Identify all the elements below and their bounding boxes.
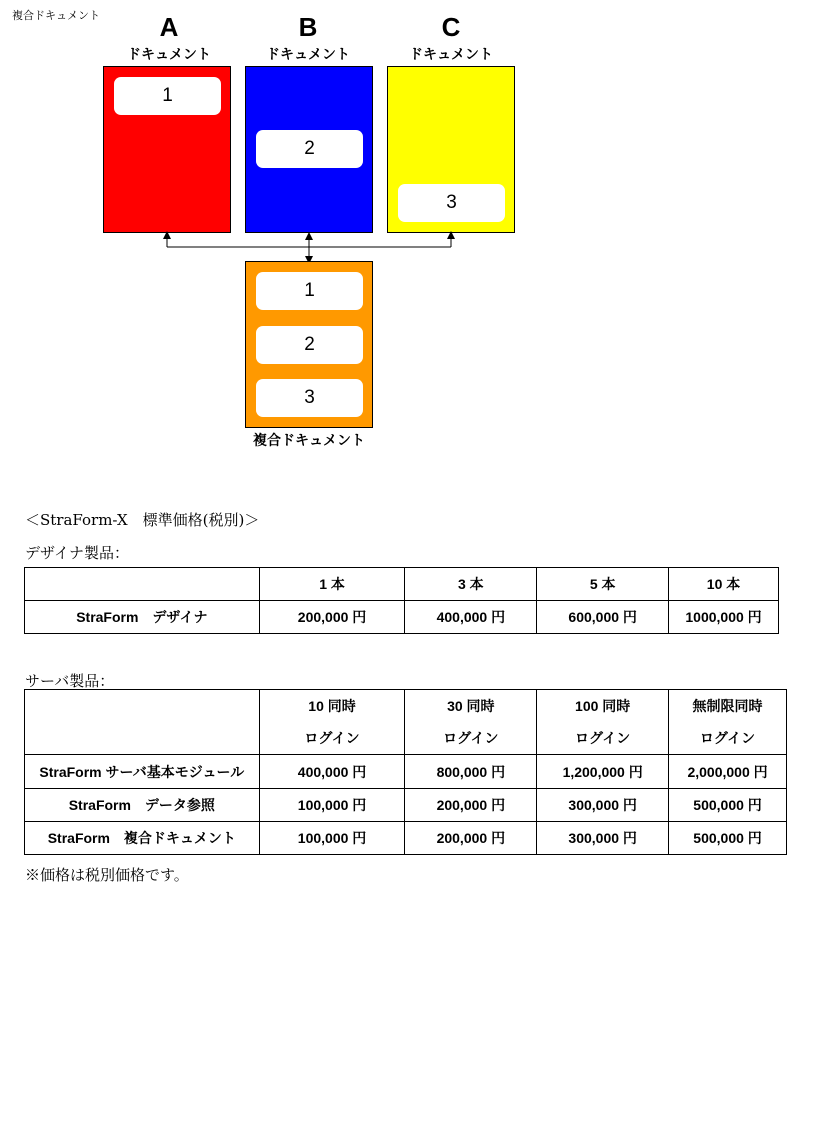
table-header-cell: 10 同時	[259, 690, 405, 722]
designer-price-table	[24, 567, 779, 634]
table-header-cell: 100 同時	[537, 690, 669, 722]
doc-b-chip: 2	[256, 130, 363, 168]
doc-b-letter: B	[298, 12, 318, 42]
product-name-cell: StraForm データ参照	[25, 789, 260, 822]
price-cell: 1,200,000 円	[537, 755, 669, 789]
price-cell: 400,000 円	[259, 755, 405, 789]
price-cell: 500,000 円	[669, 822, 787, 855]
price-cell: 300,000 円	[537, 789, 669, 822]
table-row	[25, 822, 787, 855]
table-header-cell	[25, 690, 260, 755]
price-cell: 1000,000 円	[669, 601, 779, 634]
price-cell: 400,000 円	[405, 601, 537, 634]
composite-chip-1: 1	[256, 272, 363, 310]
price-cell: 200,000 円	[405, 789, 537, 822]
price-cell: 500,000 円	[669, 789, 787, 822]
price-cell: 2,000,000 円	[669, 755, 787, 789]
doc-a-chip: 1	[114, 77, 221, 115]
table-row	[25, 789, 787, 822]
price-cell: 600,000 円	[537, 601, 669, 634]
price-cell: 800,000 円	[405, 755, 537, 789]
designer-header-row	[25, 568, 779, 601]
page-title: 複合ドキュメント	[12, 9, 100, 22]
designer-heading: デザイナ製品：	[25, 544, 129, 562]
price-cell: 200,000 円	[259, 601, 405, 634]
merge-arrows	[0, 0, 827, 300]
doc-b-label: ドキュメント	[266, 47, 350, 63]
composite-label: 複合ドキュメント	[253, 433, 365, 449]
table-header-cell: 無制限同時	[669, 690, 787, 722]
table-header-cell: ログイン	[405, 722, 537, 755]
doc-c-chip: 3	[398, 184, 505, 222]
tax-note: ※価格は税別価格です。	[25, 866, 189, 884]
doc-c-label: ドキュメント	[409, 47, 493, 63]
server-price-table	[24, 689, 787, 855]
composite-chip-2: 2	[256, 326, 363, 364]
table-header-cell: 10 本	[669, 568, 779, 601]
table-row	[25, 601, 779, 634]
server-header-row-1	[25, 690, 787, 722]
price-cell: 300,000 円	[537, 822, 669, 855]
product-name-cell: StraForm サーバ基本モジュール	[25, 755, 260, 789]
server-heading: サーバ製品：	[25, 672, 115, 690]
table-row	[25, 755, 787, 789]
doc-c-letter: C	[441, 12, 461, 42]
doc-a-label: ドキュメント	[127, 47, 211, 63]
table-header-cell	[25, 568, 260, 601]
product-name-cell: StraForm 複合ドキュメント	[25, 822, 260, 855]
composite-chip-3: 3	[256, 379, 363, 417]
pricing-title: ＜StraForm-X 標準価格(税別)＞	[25, 511, 260, 529]
table-header-cell: ログイン	[537, 722, 669, 755]
doc-a-letter: A	[159, 12, 179, 42]
price-cell: 100,000 円	[259, 789, 405, 822]
table-header-cell: 5 本	[537, 568, 669, 601]
table-header-cell: 30 同時	[405, 690, 537, 722]
table-header-cell: 3 本	[405, 568, 537, 601]
product-name-cell: StraForm デザイナ	[25, 601, 260, 634]
price-cell: 100,000 円	[259, 822, 405, 855]
table-header-cell: 1 本	[259, 568, 405, 601]
table-header-cell: ログイン	[259, 722, 405, 755]
price-cell: 200,000 円	[405, 822, 537, 855]
table-header-cell: ログイン	[669, 722, 787, 755]
composite-box	[245, 261, 373, 428]
